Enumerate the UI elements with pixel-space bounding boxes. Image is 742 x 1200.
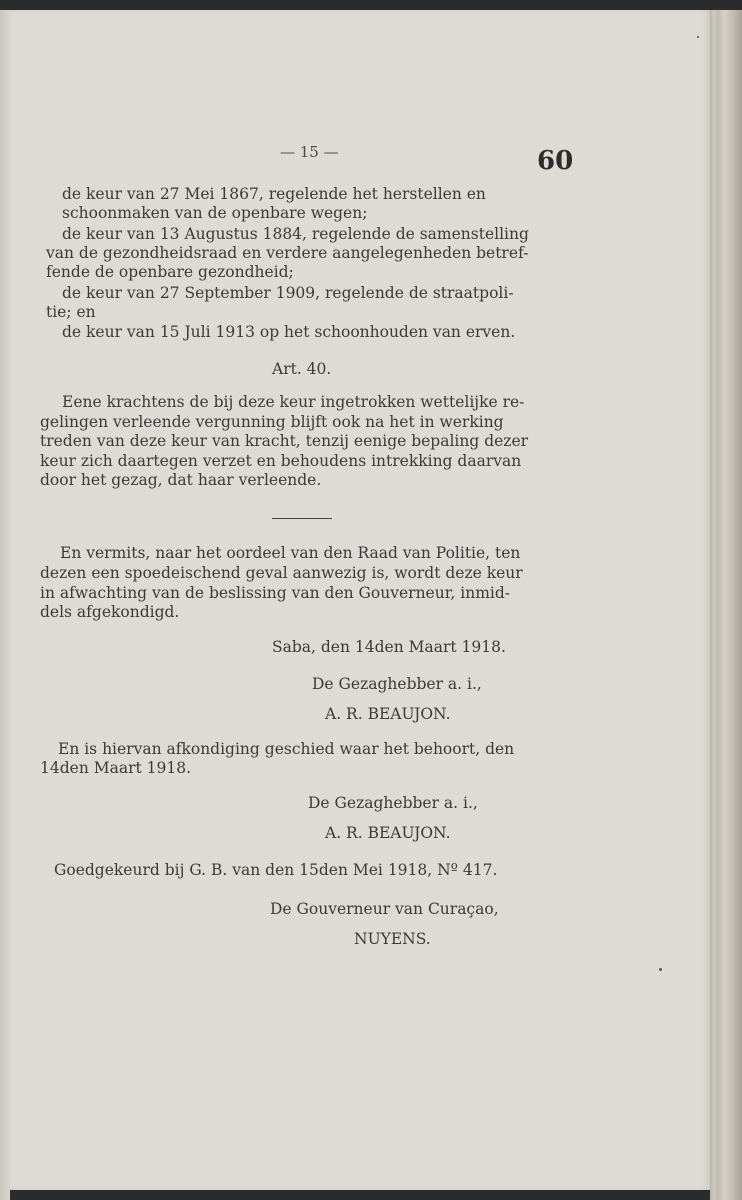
section-divider — [272, 518, 332, 519]
decree-line: in afwachting van de beslissing van den Gouverneur, inmid- — [40, 584, 511, 602]
governor-name: NUYENS. — [354, 930, 431, 948]
body-line: de keur van 27 Mei 1867, regelende het herstellen en — [62, 185, 486, 203]
page-stack-edge — [710, 10, 742, 1200]
signer-title: De Gezaghebber a. i., — [312, 675, 482, 693]
signer-name: A. R. BEAUJON. — [325, 824, 451, 842]
article-line: Eene krachtens de bij deze keur ingetrokken wettelijke re- — [62, 393, 525, 411]
scan-left-edge — [0, 10, 10, 1200]
body-line: schoonmaken van de openbare wegen; — [62, 204, 368, 222]
paper-speck — [697, 36, 699, 38]
body-line: de keur van 27 September 1909, regelende de straatpoli- — [62, 284, 514, 302]
page-number: — 15 — — [280, 143, 339, 161]
article-line: treden van deze keur van kracht, tenzij eenige bepaling dezer — [40, 432, 529, 450]
place-date: Saba, den 14den Maart 1918. — [272, 638, 506, 656]
signer-name: A. R. BEAUJON. — [325, 705, 451, 723]
article-heading: Art. 40. — [272, 360, 332, 378]
body-line: de keur van 15 Juli 1913 op het schoonhouden van erven. — [62, 323, 516, 341]
article-line: gelingen verleende vergunning blijft ook na het in werking — [40, 413, 504, 431]
body-line: van de gezondheidsraad en verdere aangelegenheden betref- — [46, 244, 529, 262]
proclamation-line: 14den Maart 1918. — [40, 759, 192, 777]
body-line: fende de openbare gezondheid; — [46, 263, 294, 281]
decree-line: En vermits, naar het oordeel van den Raad van Politie, ten — [60, 544, 521, 562]
scan-top-border — [0, 0, 742, 10]
decree-line: dezen een spoedeischend geval aanwezig is, wordt deze keur — [40, 564, 523, 582]
governor-title: De Gouverneur van Curaçao, — [270, 900, 499, 918]
article-line: keur zich daartegen verzet en behoudens intrekking daarvan — [40, 452, 522, 470]
decree-line: dels afgekondigd. — [40, 603, 180, 621]
approval-line: Goedgekeurd bij G. B. van den 15den Mei 1918, Nº 417. — [54, 861, 498, 879]
stamp-number: 60 — [537, 146, 574, 176]
body-line: de keur van 13 Augustus 1884, regelende de samenstelling — [62, 225, 529, 243]
proclamation-line: En is hiervan afkondiging geschied waar het behoort, den — [58, 740, 515, 758]
body-line: tie; en — [46, 303, 96, 321]
paper-speck — [659, 968, 662, 971]
article-line: door het gezag, dat haar verleende. — [40, 471, 322, 489]
signer-title: De Gezaghebber a. i., — [308, 794, 478, 812]
